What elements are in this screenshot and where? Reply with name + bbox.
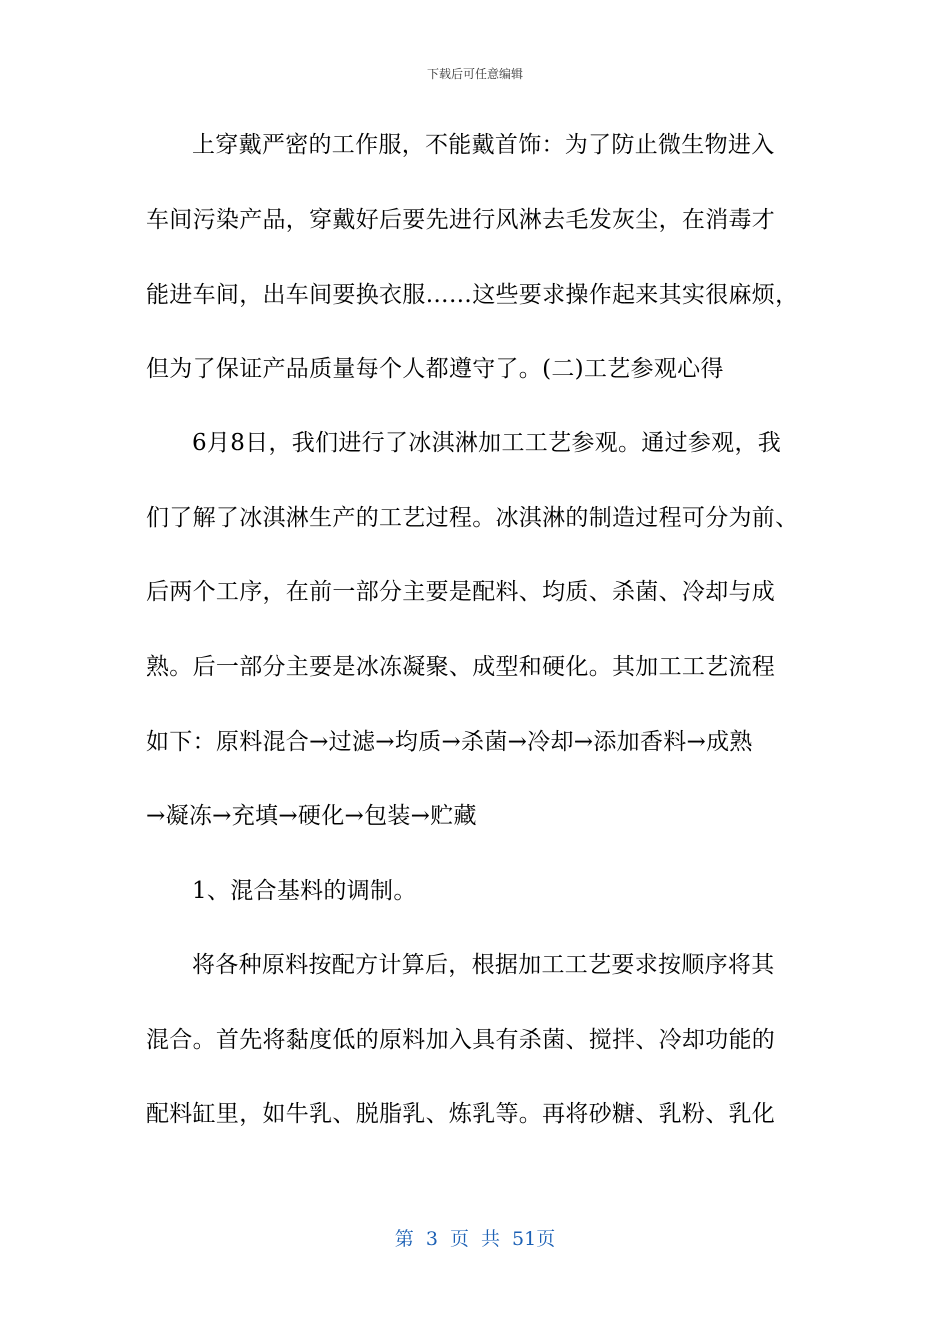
text-line: 6月8日，我们进行了冰淇淋加工工艺参观。通过参观，我	[192, 430, 782, 456]
text-line: 们了解了冰淇淋生产的工艺过程。冰淇淋的制造过程可分为前、	[146, 505, 799, 531]
page-header: 下载后可任意编辑	[426, 67, 523, 81]
text-line: 熟。后一部分主要是冰冻凝聚、成型和硬化。其加工工艺流程	[146, 654, 776, 680]
text-line: 上穿戴严密的工作服，不能戴首饰：为了防止微生物进入	[192, 132, 775, 158]
text-line: 配料缸里，如牛乳、脱脂乳、炼乳等。再将砂糖、乳粉、乳化	[146, 1101, 776, 1127]
text-line: 混合。首先将黏度低的原料加入具有杀菌、搅拌、冷却功能的	[146, 1027, 776, 1053]
text-line: →凝冻→充填→硬化→包装→贮藏	[146, 803, 477, 829]
section-heading: 1、混合基料的调制。	[192, 878, 417, 904]
page-number: 第 3 页 共 51页	[394, 1228, 556, 1250]
text-line: 如下：原料混合→过滤→均质→杀菌→冷却→添加香料→成熟	[146, 729, 753, 755]
text-line: 车间污染产品，穿戴好后要先进行风淋去毛发灰尘，在消毒才	[146, 207, 776, 233]
text-line: 将各种原料按配方计算后，根据加工工艺要求按顺序将其	[192, 952, 775, 978]
text-line: 能进车间，出车间要换衣服……这些要求操作起来其实很麻烦，	[146, 282, 799, 308]
text-line: 后两个工序，在前一部分主要是配料、均质、杀菌、冷却与成	[146, 579, 776, 605]
text-line: 但为了保证产品质量每个人都遵守了。(二)工艺参观心得	[146, 356, 724, 382]
